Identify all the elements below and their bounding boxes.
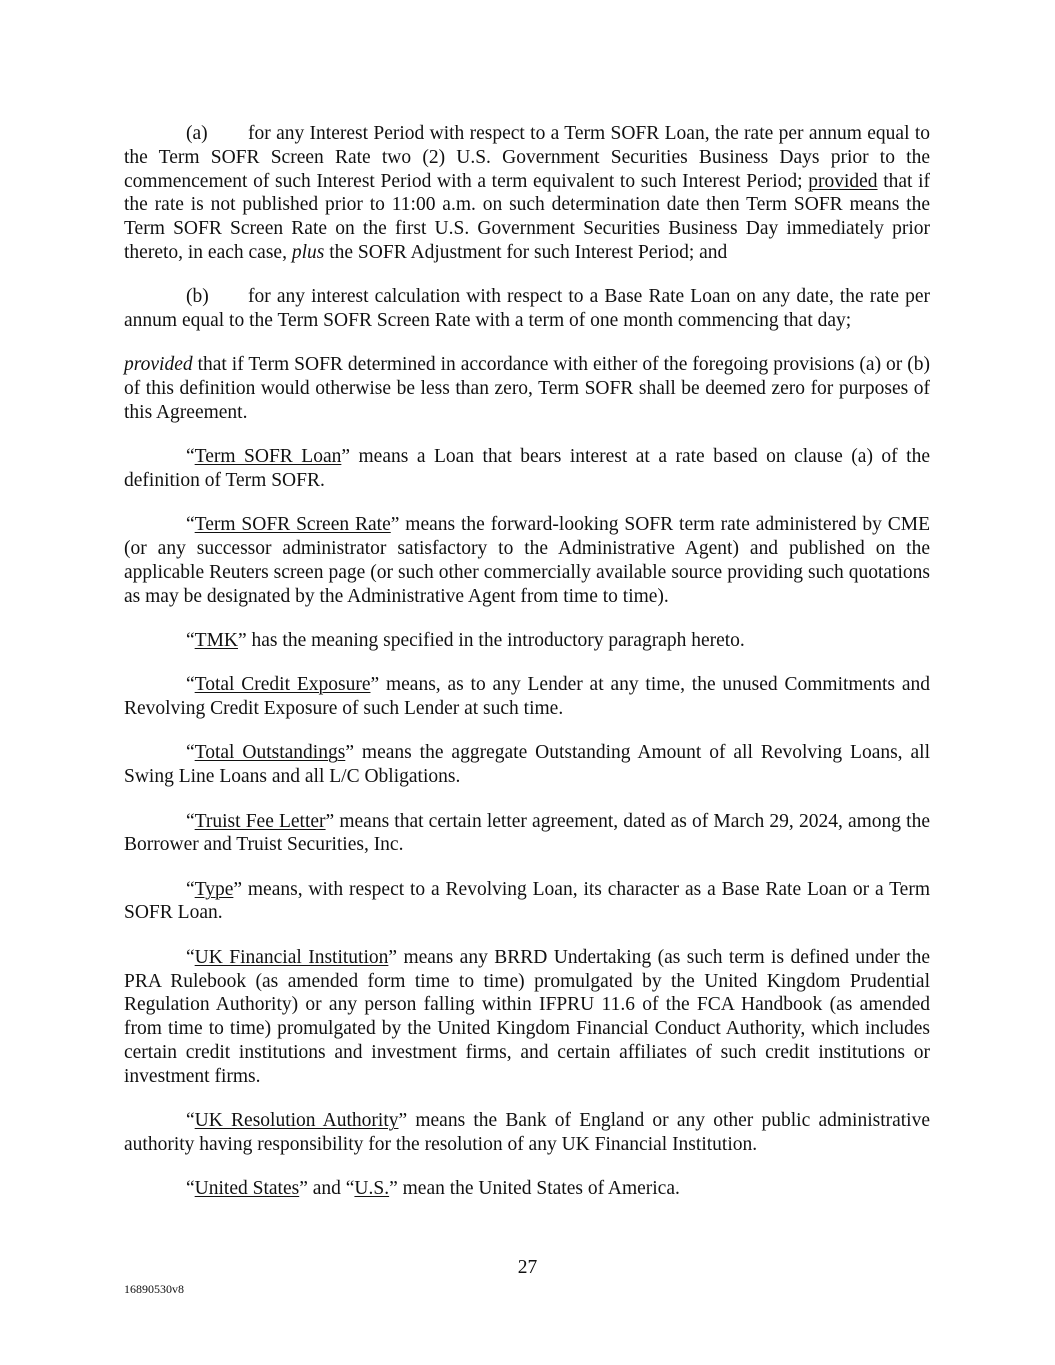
defined-term: Total Credit Exposure xyxy=(194,674,371,696)
defined-term: Type xyxy=(194,878,234,900)
definition-text: means the Bank of England or any other public administrative authority having responsibility for the resolution of any UK Financial Institution. xyxy=(124,1110,931,1155)
definition-text: means that certain letter agreement, dated as of March 29, 2024, among the Borrower and Truist Securities, Inc. xyxy=(124,810,930,856)
clause-a-text-before: for any Interest Period with respect to a Term SOFR Loan, the rate per annum equal to the Term SOFR Screen Rate two (2) U.S. Government Securities Business Days prior to the commencement of such Interest Period with a term equivalent to such Interest Period; xyxy=(124,123,930,192)
definition-text: means a Loan that bears interest at a rate based on clause (a) of the definition of Term SOFR. xyxy=(124,446,930,492)
document-id: 16890530v8 xyxy=(124,1282,184,1296)
defined-term: Truist Fee Letter xyxy=(194,810,326,832)
clause-b-label: (b) xyxy=(186,286,209,308)
proviso-paragraph xyxy=(124,353,930,424)
clause-a-label: (a) xyxy=(186,123,208,144)
definition-text: mean the United States of America. xyxy=(397,1178,680,1200)
page-number: 27 xyxy=(517,1257,538,1278)
defined-term: U.S. xyxy=(354,1178,390,1200)
defined-term: Term SOFR Screen Rate xyxy=(194,514,391,536)
definition-text: means the aggregate Outstanding Amount of all Revolving Loans, all Swing Line Loans and all L/C Obligations. xyxy=(124,742,930,788)
defined-term: Term SOFR Loan xyxy=(194,446,342,468)
definition-text: means the forward-looking SOFR term rate administered by CME (or any successor administrator satisfactory to the Administrative Agent) and published on the applicable Reuters screen page (or such other commercially available source providing such quotations as may be designated by the Administrative Agent from time to time). xyxy=(124,514,930,607)
defined-term: UK Resolution Authority xyxy=(194,1110,399,1131)
clause-b-text: for any interest calculation with respect to a Base Rate Loan on any date, the rate per annum equal to the Term SOFR Screen Rate with a term of one month commencing that day; xyxy=(124,286,930,332)
definition-term-sofr-screen-rate: “Term SOFR Screen Rate” means the forward-looking SOFR term rate administered by CME (or any successor administrator satisfactory to the Administrative Agent) and published on the applicable Reuters screen page (or such other commercially available source providing such quotations as may be designated by the Administrative Agent from time to time). xyxy=(124,514,930,607)
definition-text: means, as to any Lender at any time, the unused Commitments and Revolving Credit Exposure of such Lender at such time. xyxy=(124,674,930,720)
definition-total-outstandings: “Total Outstandings” means the aggregate Outstanding Amount of all Revolving Loans, all Swing Line Loans and all L/C Obligations. xyxy=(124,742,930,788)
clause-a-text-after: the SOFR Adjustment for such Interest Period; and xyxy=(324,241,728,263)
definition-united-states: “United States” and “U.S.” mean the United States of America. xyxy=(186,1178,680,1200)
clause-a-text-middle: that if the rate is not published prior to 11:00 a.m. on such determination date then Term SOFR means the Term SOFR Screen Rate on the first U.S. Government Securities Business Day immediately prior thereto, in each case, xyxy=(124,170,930,263)
definition-type: “Type” means, with respect to a Revolving Loan, its character as a Base Rate Loan or a Term SOFR Loan. xyxy=(124,878,930,924)
definition-uk-financial-institution: “UK Financial Institution” means any BRRD Undertaking (as such term is defined under the PRA Rulebook (as amended form time to time) promulgated by the United Kingdom Prudential Regulation Authority) or any person falling within IFPRU 11.6 of the FCA Handbook (as amended from time to time) promulgated by the United Kingdom Financial Conduct Authority, which includes certain credit institutions and investment firms, and certain affiliates of such credit institutions or investment firms. xyxy=(124,946,930,1087)
definition-truist-fee-letter: “Truist Fee Letter” means that certain letter agreement, dated as of March 29, 2024, among the Borrower and Truist Securities, Inc. xyxy=(124,810,930,856)
definition-uk-resolution-authority: “UK Resolution Authority” means the Bank of England or any other public administrative authority having responsibility for the resolution of any UK Financial Institution. xyxy=(124,1110,931,1155)
clause-a-plus: plus xyxy=(291,241,325,263)
defined-term: United States xyxy=(194,1178,300,1200)
clause-a xyxy=(124,122,930,265)
definition-text: has the meaning specified in the introductory paragraph hereto. xyxy=(246,630,745,652)
definition-tmk: “TMK” has the meaning specified in the introductory paragraph hereto. xyxy=(186,630,745,652)
proviso-text: that if Term SOFR determined in accordance with either of the foregoing provisions (a) or (b) of this definition would otherwise be less than zero, Term SOFR shall be deemed zero for purposes of this Agreement. xyxy=(124,354,930,423)
definition-term-sofr-loan: “Term SOFR Loan” means a Loan that bears interest at a rate based on clause (a) of the definition of Term SOFR. xyxy=(124,446,930,492)
defined-term: UK Financial Institution xyxy=(194,946,389,968)
clause-a-provided: provided xyxy=(808,170,878,192)
defined-term: TMK xyxy=(194,630,238,652)
definition-text: means, with respect to a Revolving Loan, its character as a Base Rate Loan or a Term SOFR Loan. xyxy=(124,878,930,924)
defined-term: Total Outstandings xyxy=(194,742,346,764)
definition-total-credit-exposure: “Total Credit Exposure” means, as to any Lender at any time, the unused Commitments and Revolving Credit Exposure of such Lender at such time. xyxy=(124,674,930,720)
definition-text: means any BRRD Undertaking (as such term is defined under the PRA Rulebook (as amended form time to time) promulgated by the United Kingdom Prudential Regulation Authority) or any person falling within IFPRU 11.6 of the FCA Handbook (as amended from time to time) promulgated by the United Kingdom Financial Conduct Authority, which includes certain credit institutions and investment firms, and certain affiliates of such credit institutions or investment firms. xyxy=(124,946,930,1087)
proviso-provided: provided xyxy=(124,354,193,376)
document-body xyxy=(124,122,930,1221)
clause-b xyxy=(124,285,930,333)
definition-connector: and xyxy=(307,1178,346,1200)
